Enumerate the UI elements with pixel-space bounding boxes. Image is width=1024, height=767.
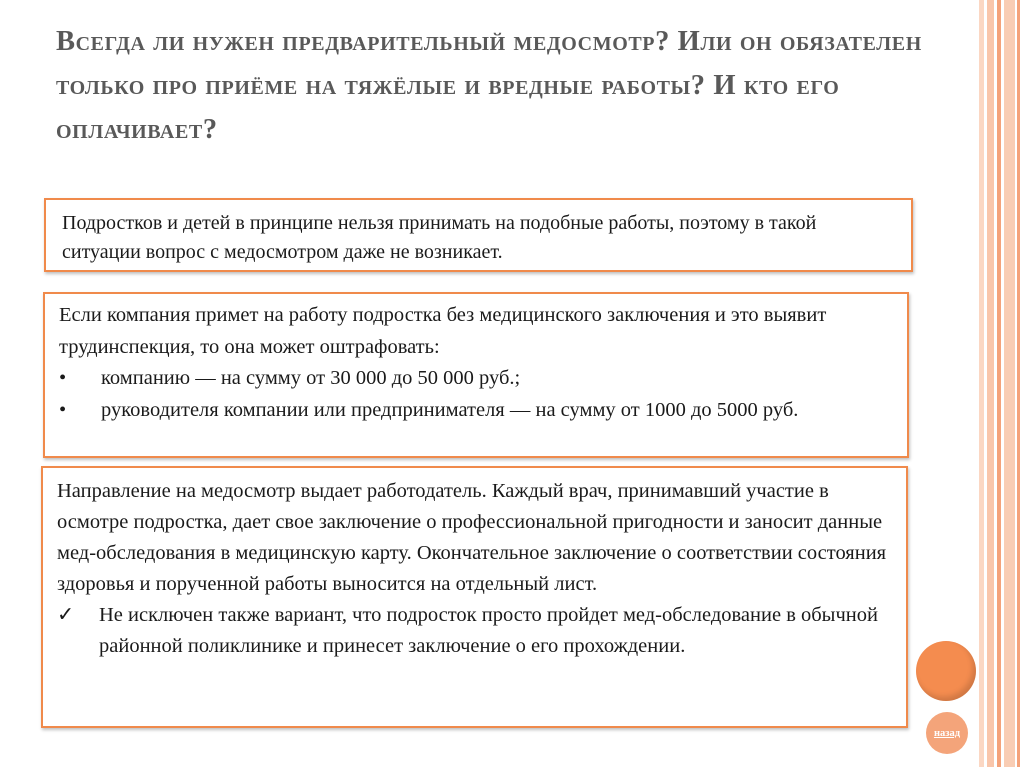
decorative-stripes bbox=[979, 0, 1024, 767]
checkmark-icon: ✓ bbox=[57, 604, 75, 626]
back-button[interactable]: назад bbox=[926, 712, 968, 754]
list-item bbox=[57, 600, 892, 662]
box3-paragraph: Направление на медосмотр выдает работодатель. Каждый врач, принимавший участие в осмотре подростка, дает свое заключение о профессиональной пригодности и заносит данные мед-обследования в медицинскую карту. Окончательное заключение о соответствии состояния здоровья и порученной работы выносится на отдельный лист. bbox=[57, 480, 887, 595]
bullet-icon: • bbox=[59, 367, 67, 389]
bullet-icon: • bbox=[59, 398, 67, 421]
list-item bbox=[59, 395, 893, 427]
fines-list bbox=[59, 363, 893, 426]
check-list bbox=[57, 600, 892, 662]
list-item bbox=[59, 363, 893, 395]
info-box-referral bbox=[41, 466, 908, 728]
box1-text: Подростков и детей в принципе нельзя принимать на подобные работы, поэтому в такой ситуации вопрос с медосмотром даже не возникает. bbox=[62, 212, 817, 263]
bullet-text: руководителя компании или предпринимателя — на сумму от 1000 до 5000 руб. bbox=[101, 398, 799, 421]
slide-title: Всегда ли нужен предварительный медосмотр? Или он обязателен только про приёме на тяжёлые и вредные работы? И кто его оплачивает? bbox=[56, 26, 922, 145]
info-box-teens-children bbox=[44, 198, 913, 272]
bullet-text: компанию — на сумму от 30 000 до 50 000 руб.; bbox=[101, 367, 521, 389]
check-text: Не исключен также вариант, что подросток просто пройдет мед-обследование в обычной районной поликлинике и принесет заключение о его прохождении. bbox=[99, 604, 878, 657]
decorative-circle bbox=[916, 641, 976, 701]
box2-intro: Если компания примет на работу подростка без медицинского заключения и это выявит трудинспекция, то она может оштрафовать: bbox=[59, 304, 827, 358]
info-box-fines bbox=[43, 292, 909, 458]
